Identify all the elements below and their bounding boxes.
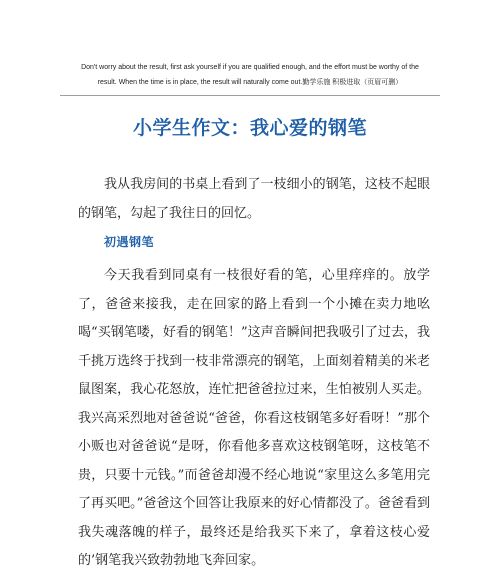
header-line-1: Don't worry about the result, first ask yourself if you are qualified enough, and the effort must be worthy of the bbox=[81, 64, 419, 71]
section-heading: 初遇钢笔 bbox=[104, 235, 155, 249]
paragraph-intro: 我从我房间的书桌上看到了一枝细小的钢笔，这枝不起眼的钢笔，勾起了我往日的回忆。 bbox=[78, 177, 430, 221]
header-line-2-english: result. When the time is in place, the result will naturally come out. bbox=[97, 79, 303, 86]
header-divider bbox=[60, 95, 440, 96]
header-line-2-chinese: 勤学乐施 积极进取（页眉可删） bbox=[302, 79, 403, 86]
page-header bbox=[60, 60, 440, 90]
paragraph-body: 今天我看到同桌有一枝很好看的笔，心里痒痒的。放学了，爸爸来接我，走在回家的路上看到一个小摊在卖力地吆喝“买钢笔喽，好看的钢笔！”这声音瞬间把我吸引了过去，我千挑万选终于找到一枝非常漂亮的钢笔，上面刻着精美的米老鼠图案，我心花怒放，连忙把爸爸拉过来，生怕被别人买走。我兴高采烈地对爸爸说“爸爸，你看这枝钢笔多好看呀！”那个小贩也对爸爸说“是呀，你看他多喜欢这枝钢笔呀，这枝笔不贵，只要十元钱。”而爸爸却漫不经心地说“家里这么多笔用完了再买吧。”爸爸这个回答让我原来的好心情都没了。爸爸看到我失魂落魄的样子，最终还是给我买下来了，拿着这枝心爱的’钢笔我兴致勃勃地飞奔回家。 bbox=[78, 268, 430, 568]
header-line-2 bbox=[60, 75, 440, 90]
document-title: 小学生作文：我心爱的钢笔 bbox=[132, 117, 367, 139]
